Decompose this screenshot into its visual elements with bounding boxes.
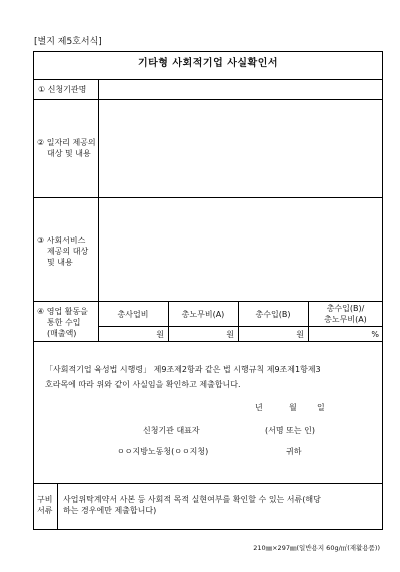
- label-column-divider: [98, 79, 99, 341]
- services-label-line2: 제공의 대상: [47, 247, 89, 256]
- date-year-label: 년: [255, 403, 263, 412]
- revenue-label-line3: (매출액): [47, 329, 77, 338]
- services-label-line1: ③ 사회서비스: [37, 236, 86, 245]
- jobs-label-line2: 대상 및 내용: [47, 149, 91, 158]
- date-day-label: 일: [317, 403, 325, 412]
- row-divider-1: [33, 99, 383, 100]
- date-month-label: 월: [289, 403, 297, 412]
- revenue-label-line2: 통한 수입: [47, 318, 81, 327]
- attachments-text-line2: 하는 경우에만 제출합니다): [63, 506, 157, 515]
- applicant-name-label: ① 신청기관명: [38, 85, 87, 94]
- row-divider-3: [33, 301, 383, 302]
- row-divider-2: [33, 197, 383, 198]
- title-divider: [33, 79, 383, 80]
- total-project-cost-header: 총사업비: [117, 310, 149, 319]
- row-divider-4: [33, 341, 383, 342]
- revenue-header-divider: [98, 326, 383, 327]
- total-revenue-unit: 원: [296, 330, 304, 339]
- representative-label: 신청기관 대표자: [143, 426, 200, 435]
- addressee-label: 귀하: [286, 447, 302, 456]
- form-frame: [33, 51, 383, 530]
- revenue-ratio-header-line1: 총수입(B)/: [326, 304, 365, 313]
- paper-spec-footer: 210㎜×297㎜(일반용지 60g/㎡(재활용품)): [253, 544, 380, 552]
- signature-label: (서명 또는 인): [265, 426, 315, 435]
- total-labor-cost-header: 총노무비(A): [181, 310, 225, 319]
- labor-office-name: ㅇㅇ지방노동청(ㅇㅇ지청): [117, 447, 209, 456]
- form-number-label: [별지 제5호서식]: [34, 37, 102, 47]
- attachments-text-line1: 사업위탁계약서 사본 등 사회적 목적 실현여부를 확인할 수 있는 서류(해당: [63, 495, 321, 504]
- attachments-label-line2: 서류: [37, 506, 53, 515]
- attachment-label-divider: [57, 483, 58, 530]
- services-label-line3: 및 내용: [47, 258, 73, 267]
- total-project-cost-unit: 원: [156, 330, 164, 339]
- form-title: 기타형 사회적기업 사실확인서: [137, 58, 279, 69]
- revenue-ratio-unit: %: [371, 330, 379, 339]
- statement-line1: 「사회적기업 육성법 시행령」 제9조제2항과 같은 법 시행규칙 제9조제1항제3: [45, 365, 321, 374]
- total-labor-cost-unit: 원: [226, 330, 234, 339]
- statement-line2: 호라목에 따라 위와 같이 사실임을 확인하고 제출합니다.: [45, 380, 241, 389]
- jobs-label-line1: ② 일자리 제공의: [37, 138, 96, 147]
- revenue-label-line1: ④ 영업 활동을: [37, 307, 88, 316]
- total-revenue-header: 총수입(B): [255, 310, 291, 319]
- revenue-ratio-header-line2: 총노무비(A): [324, 315, 367, 324]
- attachments-label-line1: 구비: [37, 495, 53, 504]
- row-divider-5: [33, 483, 383, 484]
